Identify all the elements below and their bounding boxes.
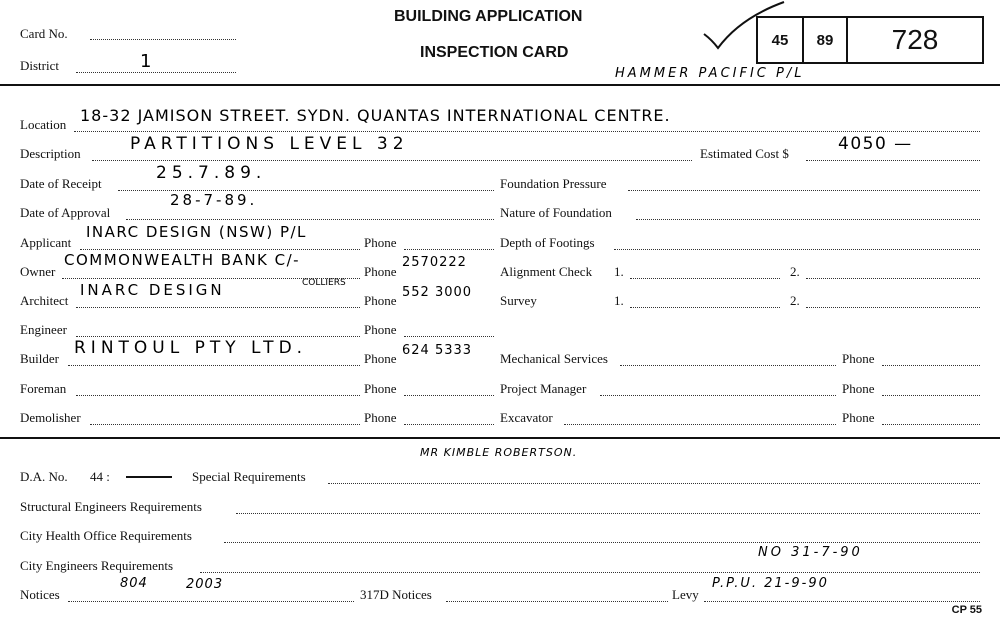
lower-divider [0, 437, 1000, 439]
date-receipt-value: 25.7.89. [156, 163, 267, 183]
owner-phone-value: 2570222 [402, 255, 467, 270]
demolisher-label: Demolisher [20, 410, 81, 425]
mechanical-phone-label: Phone [842, 351, 875, 366]
alignment-line-1 [630, 268, 780, 279]
title-line-2: INSPECTION CARD [420, 44, 569, 61]
survey-num-1: 1. [614, 293, 624, 308]
survey-label: Survey [500, 293, 537, 308]
date-approval-label: Date of Approval [20, 205, 111, 220]
description-label: Description [20, 146, 81, 161]
district-value: 1 [140, 51, 153, 72]
survey-num-2: 2. [790, 293, 800, 308]
excavator-phone-line [882, 414, 980, 425]
form-code: CP 55 [951, 604, 982, 616]
survey-line-2 [806, 297, 980, 308]
date-receipt-label: Date of Receipt [20, 176, 102, 191]
description-value: PARTITIONS LEVEL 32 [130, 134, 409, 154]
owner-phone-label: Phone [364, 264, 397, 279]
engineer-phone-label: Phone [364, 322, 397, 337]
da-no-dash [126, 476, 172, 478]
architect-label: Architect [20, 293, 69, 308]
excavator-phone-label: Phone [842, 410, 875, 425]
number-box-3: 728 [846, 16, 984, 64]
excavator-label: Excavator [500, 410, 553, 425]
survey-line-1 [630, 297, 780, 308]
demolisher-line [90, 414, 360, 425]
district-label: District [20, 58, 59, 73]
alignment-num-2: 2. [790, 264, 800, 279]
mechanical-phone-line [882, 355, 980, 366]
foundation-pressure-line [628, 180, 980, 191]
levy-label: Levy [672, 587, 699, 602]
city-eng-req-value: NO 31-7-90 [758, 545, 863, 560]
foreman-phone-line [404, 385, 494, 396]
nature-foundation-line [636, 209, 980, 220]
project-manager-phone-line [882, 385, 980, 396]
alignment-check-label: Alignment Check [500, 264, 593, 279]
structural-req-line [236, 503, 980, 514]
header-divider [0, 84, 1000, 86]
engineer-phone-line [404, 326, 494, 337]
builder-phone-label: Phone [364, 351, 397, 366]
special-req-line [328, 473, 980, 484]
structural-req-label: Structural Engineers Requirements [20, 499, 202, 514]
owner-value: COMMONWEALTH BANK C/- [64, 251, 301, 269]
demolisher-phone-line [404, 414, 494, 425]
mechanical-label: Mechanical Services [500, 351, 608, 366]
city-eng-req-line [200, 562, 980, 573]
engineer-label: Engineer [20, 322, 67, 337]
location-label: Location [20, 117, 67, 132]
owner-note: COLLIERS [302, 278, 346, 288]
contact-note: MR KIMBLE ROBERTSON. [420, 446, 578, 459]
title-line-1: BUILDING APPLICATION [394, 8, 583, 25]
applicant-phone-label: Phone [364, 235, 397, 250]
engineer-line [76, 326, 360, 337]
notices-value-2: 2003 [186, 577, 224, 592]
estimated-cost-value: 4050 — [838, 134, 913, 154]
special-req-label: Special Requirements [192, 469, 306, 484]
notices-label: Notices [20, 587, 60, 602]
project-manager-label: Project Manager [500, 381, 587, 396]
foreman-label: Foreman [20, 381, 67, 396]
owner-label: Owner [20, 264, 56, 279]
applicant-value: INARC DESIGN (NSW) P/L [86, 223, 307, 241]
foundation-pressure-label: Foundation Pressure [500, 176, 607, 191]
health-req-line [224, 532, 980, 543]
architect-phone-value: 552 3000 [402, 285, 473, 300]
number-box-1: 45 [756, 16, 804, 64]
mechanical-line [620, 355, 836, 366]
depth-footings-line [614, 239, 980, 250]
notices-line [68, 591, 354, 602]
applicant-label: Applicant [20, 235, 72, 250]
notices-value-1: 804 [120, 576, 148, 591]
notices-317d-label: 317D Notices [360, 587, 432, 602]
alignment-line-2 [806, 268, 980, 279]
da-no-value: 44 : [90, 469, 110, 484]
excavator-line [564, 414, 836, 425]
card-no-label: Card No. [20, 26, 68, 41]
notices-317d-line [446, 591, 668, 602]
date-approval-value: 28-7-89. [170, 191, 258, 209]
alignment-num-1: 1. [614, 264, 624, 279]
foreman-line [76, 385, 360, 396]
company-note: HAMMER PACIFIC P/L [615, 66, 805, 81]
location-value: 18-32 JAMISON STREET. SYDN. QUANTAS INTERNATIONAL CENTRE. [80, 106, 671, 125]
number-box-2: 89 [802, 16, 848, 64]
nature-foundation-label: Nature of Foundation [500, 205, 612, 220]
levy-line [704, 591, 980, 602]
architect-phone-label: Phone [364, 293, 397, 308]
district-line [76, 62, 236, 73]
architect-value: INARC DESIGN [80, 281, 225, 299]
depth-footings-label: Depth of Footings [500, 235, 595, 250]
builder-phone-value: 624 5333 [402, 343, 473, 358]
builder-value: RINTOUL PTY LTD. [74, 338, 308, 358]
levy-value: P.P.U. 21-9-90 [712, 576, 829, 591]
da-no-label: D.A. No. [20, 469, 68, 484]
demolisher-phone-label: Phone [364, 410, 397, 425]
date-approval-line [126, 209, 494, 220]
card-no-line [90, 29, 236, 40]
builder-label: Builder [20, 351, 59, 366]
project-manager-line [600, 385, 836, 396]
health-req-label: City Health Office Requirements [20, 528, 192, 543]
city-eng-req-label: City Engineers Requirements [20, 558, 174, 573]
applicant-phone-line [404, 239, 494, 250]
estimated-cost-label: Estimated Cost $ [700, 146, 789, 161]
foreman-phone-label: Phone [364, 381, 397, 396]
project-manager-phone-label: Phone [842, 381, 875, 396]
